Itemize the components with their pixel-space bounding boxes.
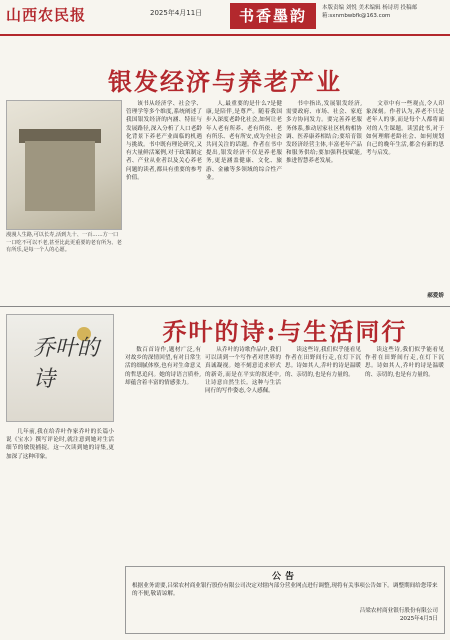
editor-credits: 本版责编 刘悦 美术编辑 杨诗玥 投稿邮箱:sxnmbwbfk@163.com bbox=[322, 5, 417, 19]
article1-column-3: 书中指出,发展银发经济,需要政府、市场、社会、家庭多方协同发力。要完善养老服务体系,推动居家社区机构相协调、医养康养相结合;要培育银发经济经营主体,丰富老年产品和服务供给;要加强科技赋能,推进智慧养老发展。 bbox=[286, 101, 362, 165]
section-divider bbox=[0, 306, 450, 307]
book-cover bbox=[6, 314, 114, 422]
article1-column-4: 文章中有一些观点,令人印象深刻。作者认为,养老不只是老年人的事,而是每个人都将面对的人生课题。读罢此书,对于如何理解老龄社会、如何规划自己的晚年生活,都会有新的思考与启发。 bbox=[366, 101, 444, 157]
notice-box bbox=[125, 566, 445, 634]
notice-date: 2025年4月5日 bbox=[399, 616, 438, 622]
article2-column-5: 读这些诗,我们似乎能看见作者在田野间行走,在灯下沉思。诗如其人,乔叶的诗是温暖的、亲切的,也是有力量的。 bbox=[365, 347, 444, 378]
article2-column-1: 几年前,我在给乔叶作家乔叶的长篇小说《宝水》撰写评论时,就注意到她对生活细节的敏锐捕捉。这一次读到她的诗集,更加深了这种印象。 bbox=[6, 429, 114, 460]
issue-date: 2025年4月11日 bbox=[150, 9, 203, 17]
article1-signature: 郝爱娇 bbox=[427, 293, 444, 299]
paper-name: 山西农民报 bbox=[6, 6, 87, 24]
article2-column-2: 数百首诗作,题材广泛,有对故乡的深情回望,有对日常生活的细腻体察,也有对生命意义的哲思追问。她的诗语言质朴,却蕴含着丰富的情感张力。 bbox=[125, 347, 201, 386]
notice-title: 公告 bbox=[271, 572, 298, 582]
article1-column-2: 人,最重要的是什么?是健康,是陪伴,是尊严。随着我国步入深度老龄化社会,如何让老年人老有所养、老有所依、老有所乐、老有所安,成为全社会共同关注的话题。作者在书中提出,银发经济不仅是养老服务,更是涵盖健康、文化、旅游、金融等多领域的综合性产业。 bbox=[206, 101, 282, 181]
article2-column-4: 读这些诗,我们似乎能看见作者在田野间行走,在灯下沉思。诗如其人,乔叶的诗是温暖的、亲切的,也是有力量的。 bbox=[285, 347, 361, 378]
article1-headline: 银发经济与养老产业 bbox=[108, 67, 342, 96]
masthead bbox=[0, 0, 450, 36]
notice-signer: 吕梁农村商业银行股份有限公司 bbox=[359, 608, 438, 614]
book-cover-title: 乔叶的诗 bbox=[33, 336, 100, 392]
article2-headline: 乔叶的诗:与生活同行 bbox=[162, 317, 408, 346]
notice-body: 根据业务需要,吕梁农村商业银行股份有限公司决定对辖内部分营业网点进行调整,现将有关事项公告如下。调整期间给您带来的不便,敬请谅解。 bbox=[132, 583, 438, 597]
notice-signature bbox=[360, 607, 438, 623]
article1-column-1: 该书从经济学、社会学、管理学等多个维度,系统阐述了我国银发经济的内涵、特征与发展路径,深入分析了人口老龄化背景下养老产业面临的机遇与挑战。书中既有理论研究,又有大量鲜活案例,对于政策制定者、产业从业者以及关心养老问题的读者,都具有重要的参考价值。 bbox=[126, 101, 202, 181]
article2-column-3: 从乔叶的诗歌作品中,我们可以读到一个写作者对世界的真诚凝视。她不刻意追求形式的新奇,而是在平实的叙述中,让诗意自然生长。这种与生活同行的写作姿态,令人感佩。 bbox=[205, 347, 281, 395]
section-title: 书香墨韵 bbox=[230, 3, 316, 29]
article1-photo bbox=[6, 100, 122, 230]
article1-photo-caption: 漫漫人生路,可以长寿,活到九十、一百……方一口一口吃不可以不老,甚至比此更重要的老有所为、老有所乐,是每一个人的心愿。 bbox=[6, 232, 122, 254]
building-shape bbox=[25, 141, 95, 211]
